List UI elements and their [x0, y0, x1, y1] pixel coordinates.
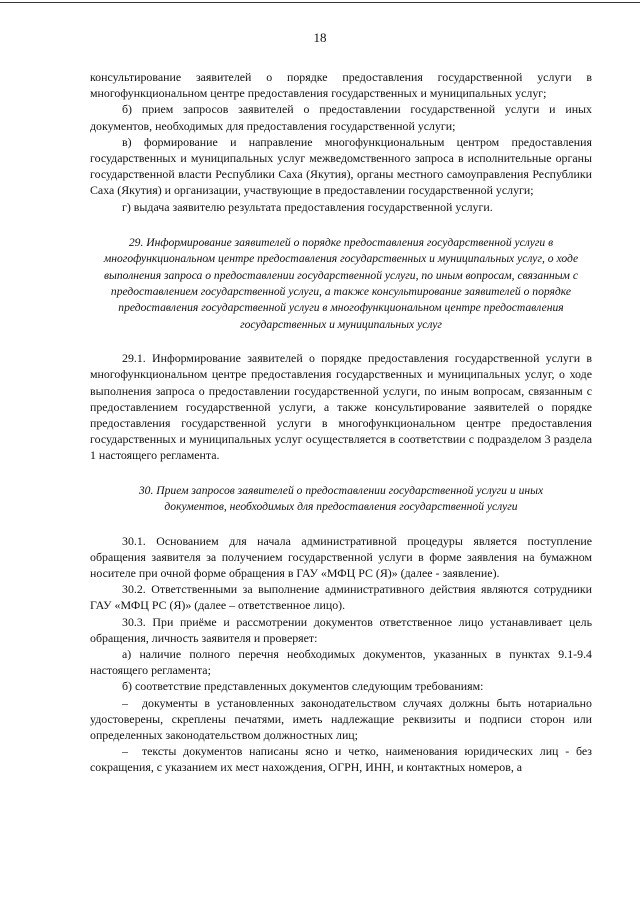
paragraph: 30.2. Ответственными за выполнение административного действия являются сотрудники ГАУ «МФЦ РС (Я)» (далее – ответственное лицо).: [90, 582, 592, 613]
paragraph: б) прием запросов заявителей о предоставлении государственной услуги и иных документов, необходимых для предоставления государственной услуги;: [90, 102, 592, 133]
paragraph: г) выдача заявителю результата предоставления государственной услуги.: [122, 199, 493, 214]
paragraph: а) наличие полного перечня необходимых документов, указанных в пунктах 9.1-9.4 настоящего регламента;: [90, 646, 592, 678]
dash-marker: –: [122, 744, 128, 759]
list-item: [90, 743, 592, 775]
list-item: [90, 695, 592, 744]
dash-marker: –: [122, 695, 128, 710]
document-body: [90, 69, 592, 776]
section-heading-29: 29. Информирование заявителей о порядке предоставления государственной услуги в многофункциональном центре предоставления государственных и муниципальных услуг, о ходе выполнения запроса о предоставлении государственной услуги, по иным вопросам, связанным с предоставлением государственной услуги, а также консультирование заявителей о порядке предоставления государственной услуги в многофункциональном центре предоставления государственных и муниципальных услуг: [103, 235, 579, 331]
list-item-text: документы в установленных законодательством случаях должны быть нотариально удостоверены, скреплены печатями, иметь надлежащие реквизиты и подписи сторон или определенных законодательством должностных лиц;: [90, 695, 592, 742]
section-heading-30: 30. Прием запросов заявителей о предоставлении государственной услуги и иных документов, необходимых для предоставления государственной услуги: [138, 483, 544, 514]
page-number: 18: [313, 30, 327, 45]
paragraph: консультирование заявителей о порядке предоставления государственной услуги в многофункциональном центре предоставления государственных и муниципальных услуг;: [90, 70, 592, 101]
page-top-border: [0, 2, 640, 3]
paragraph: б) соответствие представленных документов следующим требованиям:: [122, 679, 484, 694]
list-item-text: тексты документов написаны ясно и четко, наименования юридических лиц - без сокращения, с указанием их мест нахождения, ОГРН, ИНН, и контактных номеров, а: [90, 744, 592, 775]
paragraph: 29.1. Информирование заявителей о порядке предоставления государственной услуги в многофункциональном центре предоставления государственных и муниципальных услуг, о ходе выполнения запроса о предоставлении государственной услуги, по иным вопросам, связанным с предоставлением государственной услуги, а также консультирование заявителей о порядке предоставления государственной услуги в многофункциональном центре предоставления государственных и муниципальных услуг осуществляется в соответствии с подразделом 3 раздела 1 настоящего регламента.: [90, 351, 592, 463]
paragraph: 30.3. При приёме и рассмотрении документов ответственное лицо устанавливает цель обращения, личность заявителя и проверяет:: [90, 614, 592, 645]
paragraph: 30.1. Основанием для начала административной процедуры является поступление обращения заявителя за получением государственной услуги в форме заявления на бумажном носителе при очной форме обращения в ГАУ «МФЦ РС (Я)» (далее - заявление).: [90, 533, 592, 580]
paragraph: в) формирование и направление многофункциональным центром предоставления государственных и муниципальных услуг межведомственного запроса в исполнительные органы государственной власти Республики Саха (Якутия), органы местного самоуправления Республики Саха (Якутия) и организации, участвующие в предоставлении государственной услуги;: [90, 134, 592, 198]
